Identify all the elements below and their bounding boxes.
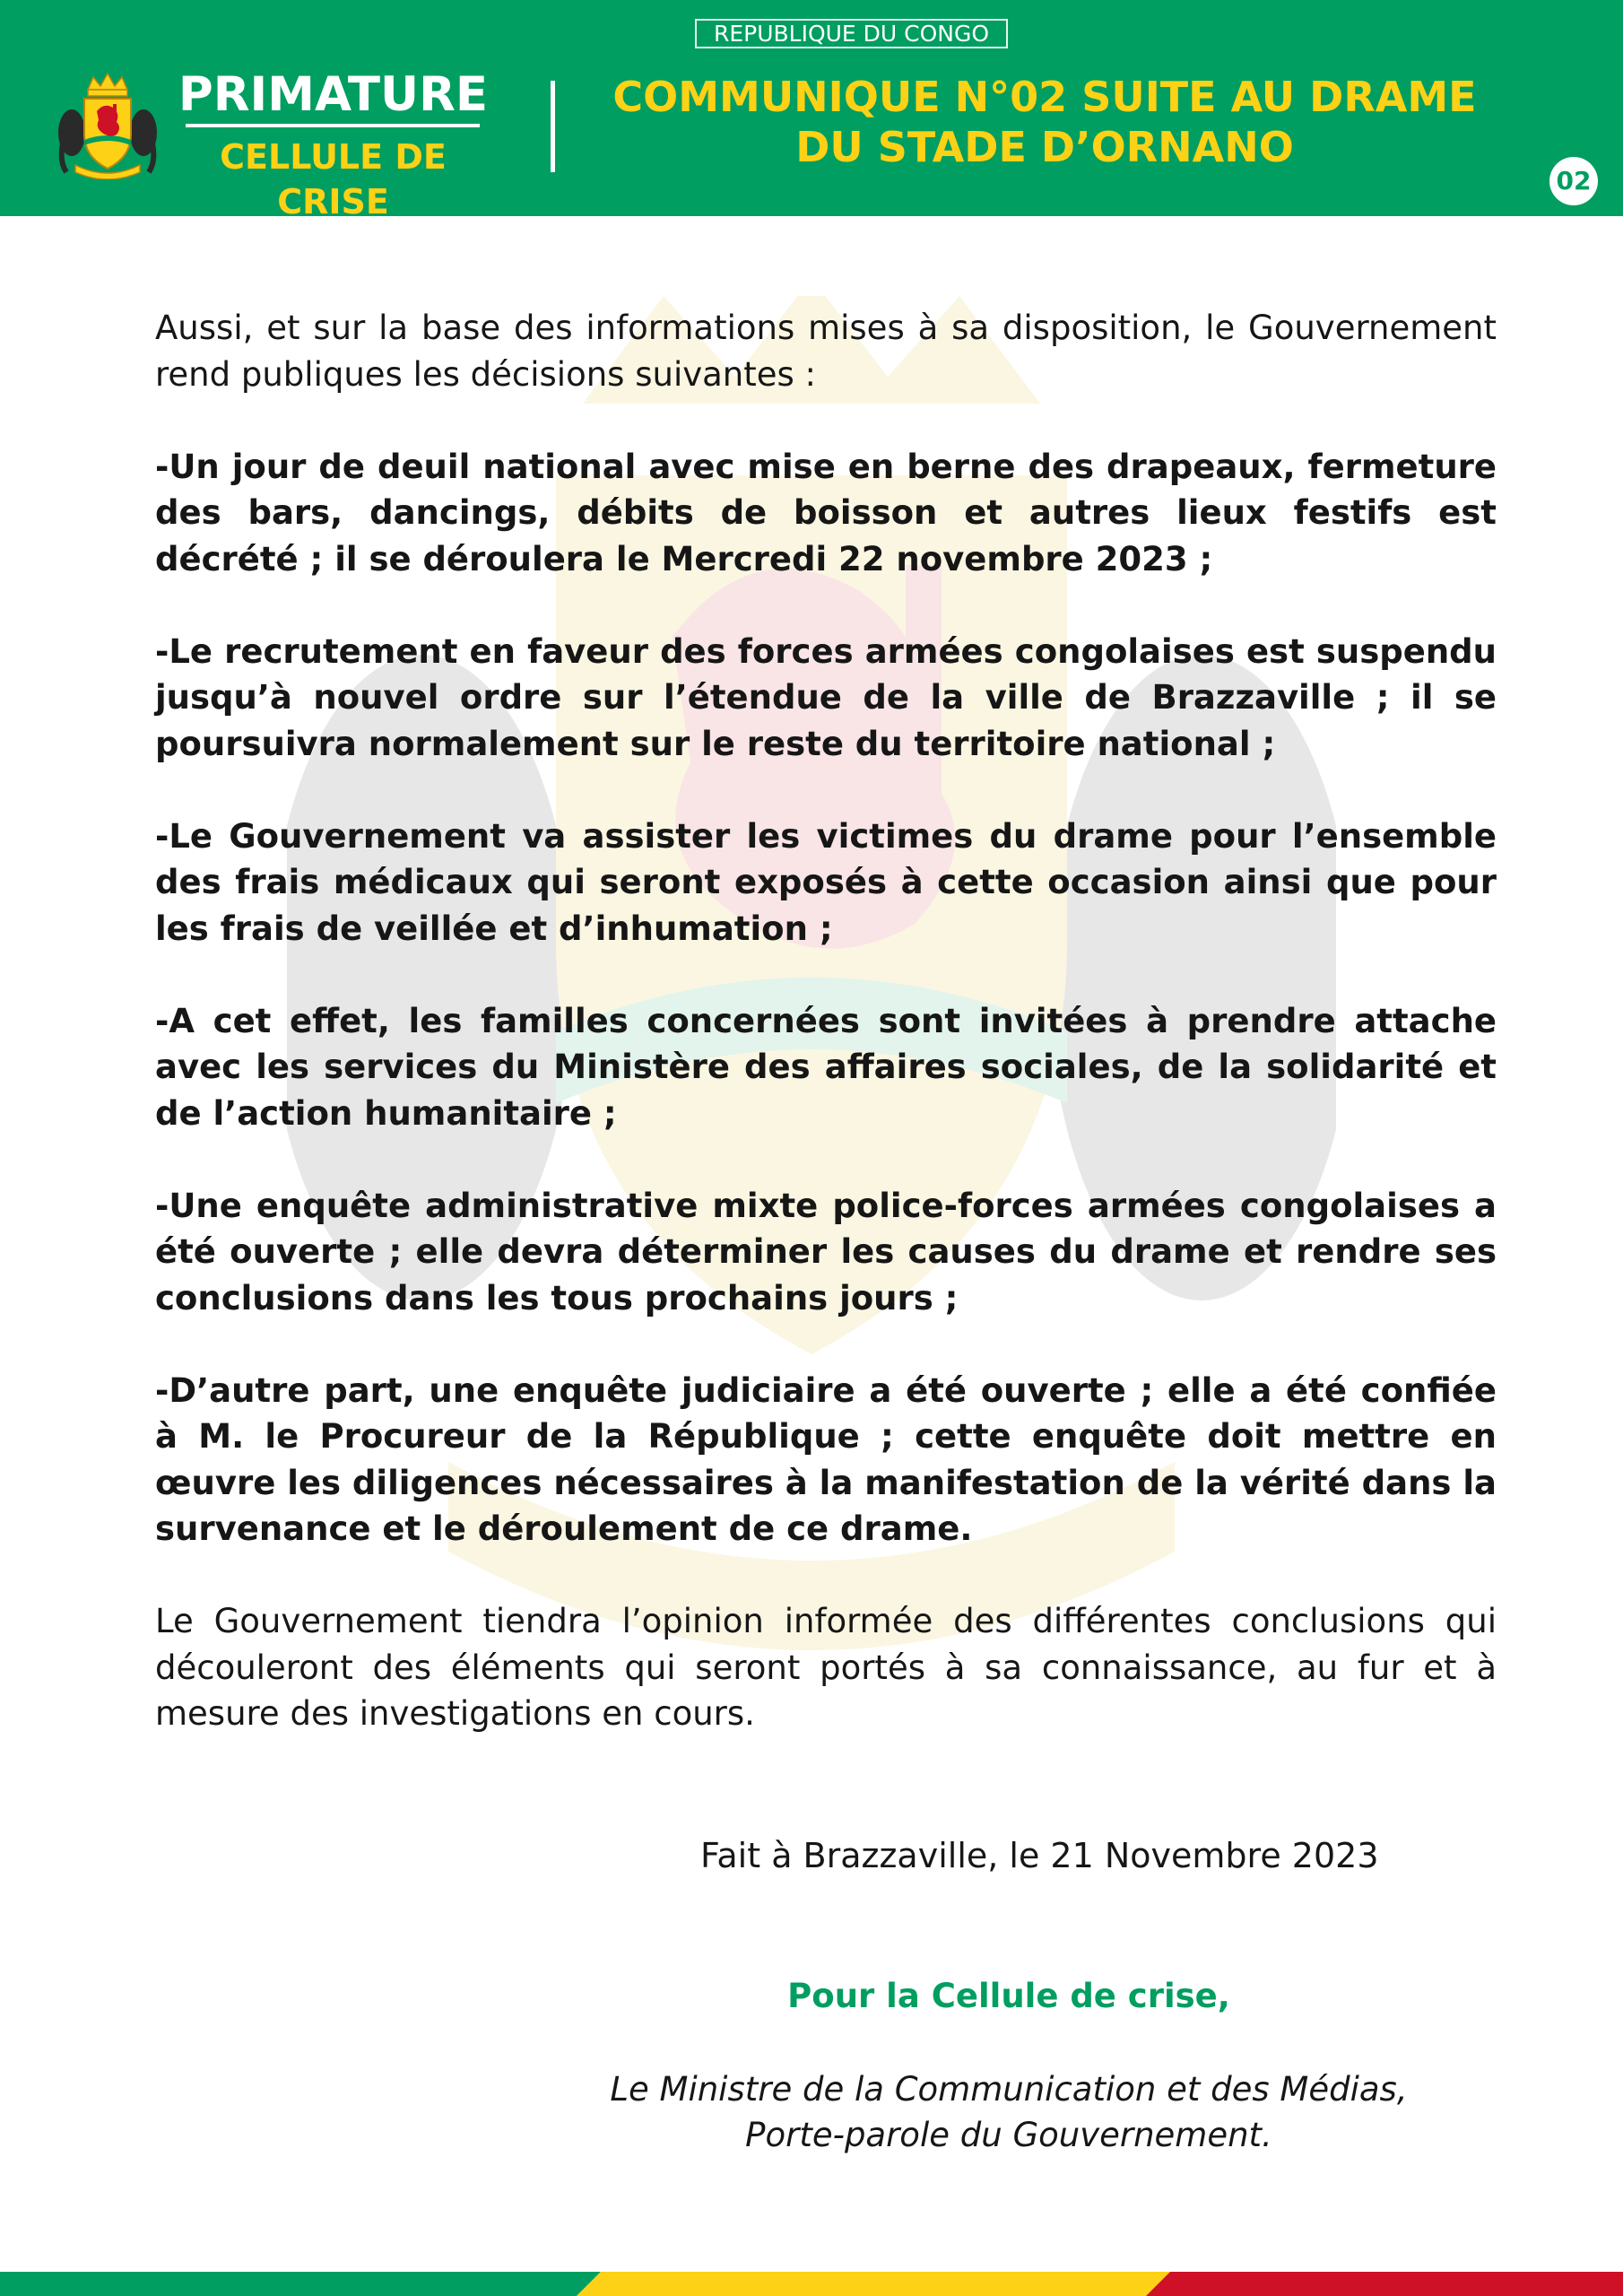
coat-of-arms-icon <box>57 72 158 179</box>
flag-stripe-red <box>1146 2272 1623 2296</box>
country-label: REPUBLIQUE DU CONGO <box>695 19 1008 48</box>
intro-paragraph: Aussi, et sur la base des informations mises à sa disposition, le Gouvernement rend publiques les décisions suivantes : <box>155 309 1497 394</box>
flag-stripe-yellow <box>577 2272 1170 2296</box>
flag-stripe-green <box>0 2272 601 2296</box>
org-unit: CELLULE DE CRISE <box>220 137 447 222</box>
closing-paragraph: Le Gouvernement tiendra l’opinion informée des différentes conclusions qui découleront des éléments qui seront portés à sa connaissance, au fur et à mesure des investigations en cours. <box>155 1602 1497 1733</box>
communique-body <box>155 305 1497 1783</box>
org-name: PRIMATURE <box>178 67 489 122</box>
document-title-line-2: DU STADE D’ORNANO <box>795 123 1294 171</box>
signatory-role-line-1: Le Ministre de la Communication et des Médias, <box>610 2070 1408 2109</box>
place-and-date <box>502 1833 1623 1878</box>
decision-item: -Une enquête administrative mixte police-forces armées congolaises a été ouverte ; elle devra déterminer les causes du drame et rendre ses conclusions dans les tous prochains jours ; <box>155 1186 1497 1318</box>
decision-item: -Un jour de deuil national avec mise en berne des drapeaux, fermeture des bars, dancings, débits de boisson et autres lieux festifs est décrété ; il se déroulera le Mercredi 22 novembre 2023 ; <box>155 447 1497 578</box>
decision-item: -A cet effet, les familles concernées sont invitées à prendre attache avec les services du Ministère des affaires sociales, de la solidarité et de l’action humanitaire ; <box>155 1001 1497 1133</box>
page-number-badge: 02 <box>1549 157 1598 205</box>
place-and-date-text: Fait à Brazzaville, le 21 Novembre 2023 <box>700 1836 1379 1875</box>
decision-item: -D’autre part, une enquête judiciaire a été ouverte ; elle a été confiée à M. le Procureur de la République ; cette enquête doit mettre en œuvre les diligences nécessaires à la manifestation de la vérité dans la survenance et le déroulement de ce drame. <box>155 1370 1497 1548</box>
header-divider <box>551 81 555 172</box>
org-name-underline <box>186 124 480 127</box>
flag-stripe-footer <box>0 2272 1623 2296</box>
signatory-role <box>502 2066 1515 2158</box>
decision-item: -Le Gouvernement va assister les victimes du drame pour l’ensemble des frais médicaux qui seront exposés à cette occasion ainsi que pour les frais de veillée et d’inhumation ; <box>155 816 1497 948</box>
header-banner <box>0 0 1623 222</box>
decision-item: -Le recrutement en faveur des forces armées congolaises est suspendu jusqu’à nouvel ordre sur l’étendue de la ville de Brazzaville ; il se poursuivra normalement sur le reste du territoire national ; <box>155 631 1497 763</box>
document-title <box>592 72 1497 172</box>
document-title-line-1: COMMUNIQUE N°02 SUITE AU DRAME <box>612 73 1477 121</box>
signatory-for-line: Pour la Cellule de crise, <box>787 1977 1230 2015</box>
signatory-role-line-2: Porte-parole du Gouvernement. <box>745 2116 1272 2154</box>
